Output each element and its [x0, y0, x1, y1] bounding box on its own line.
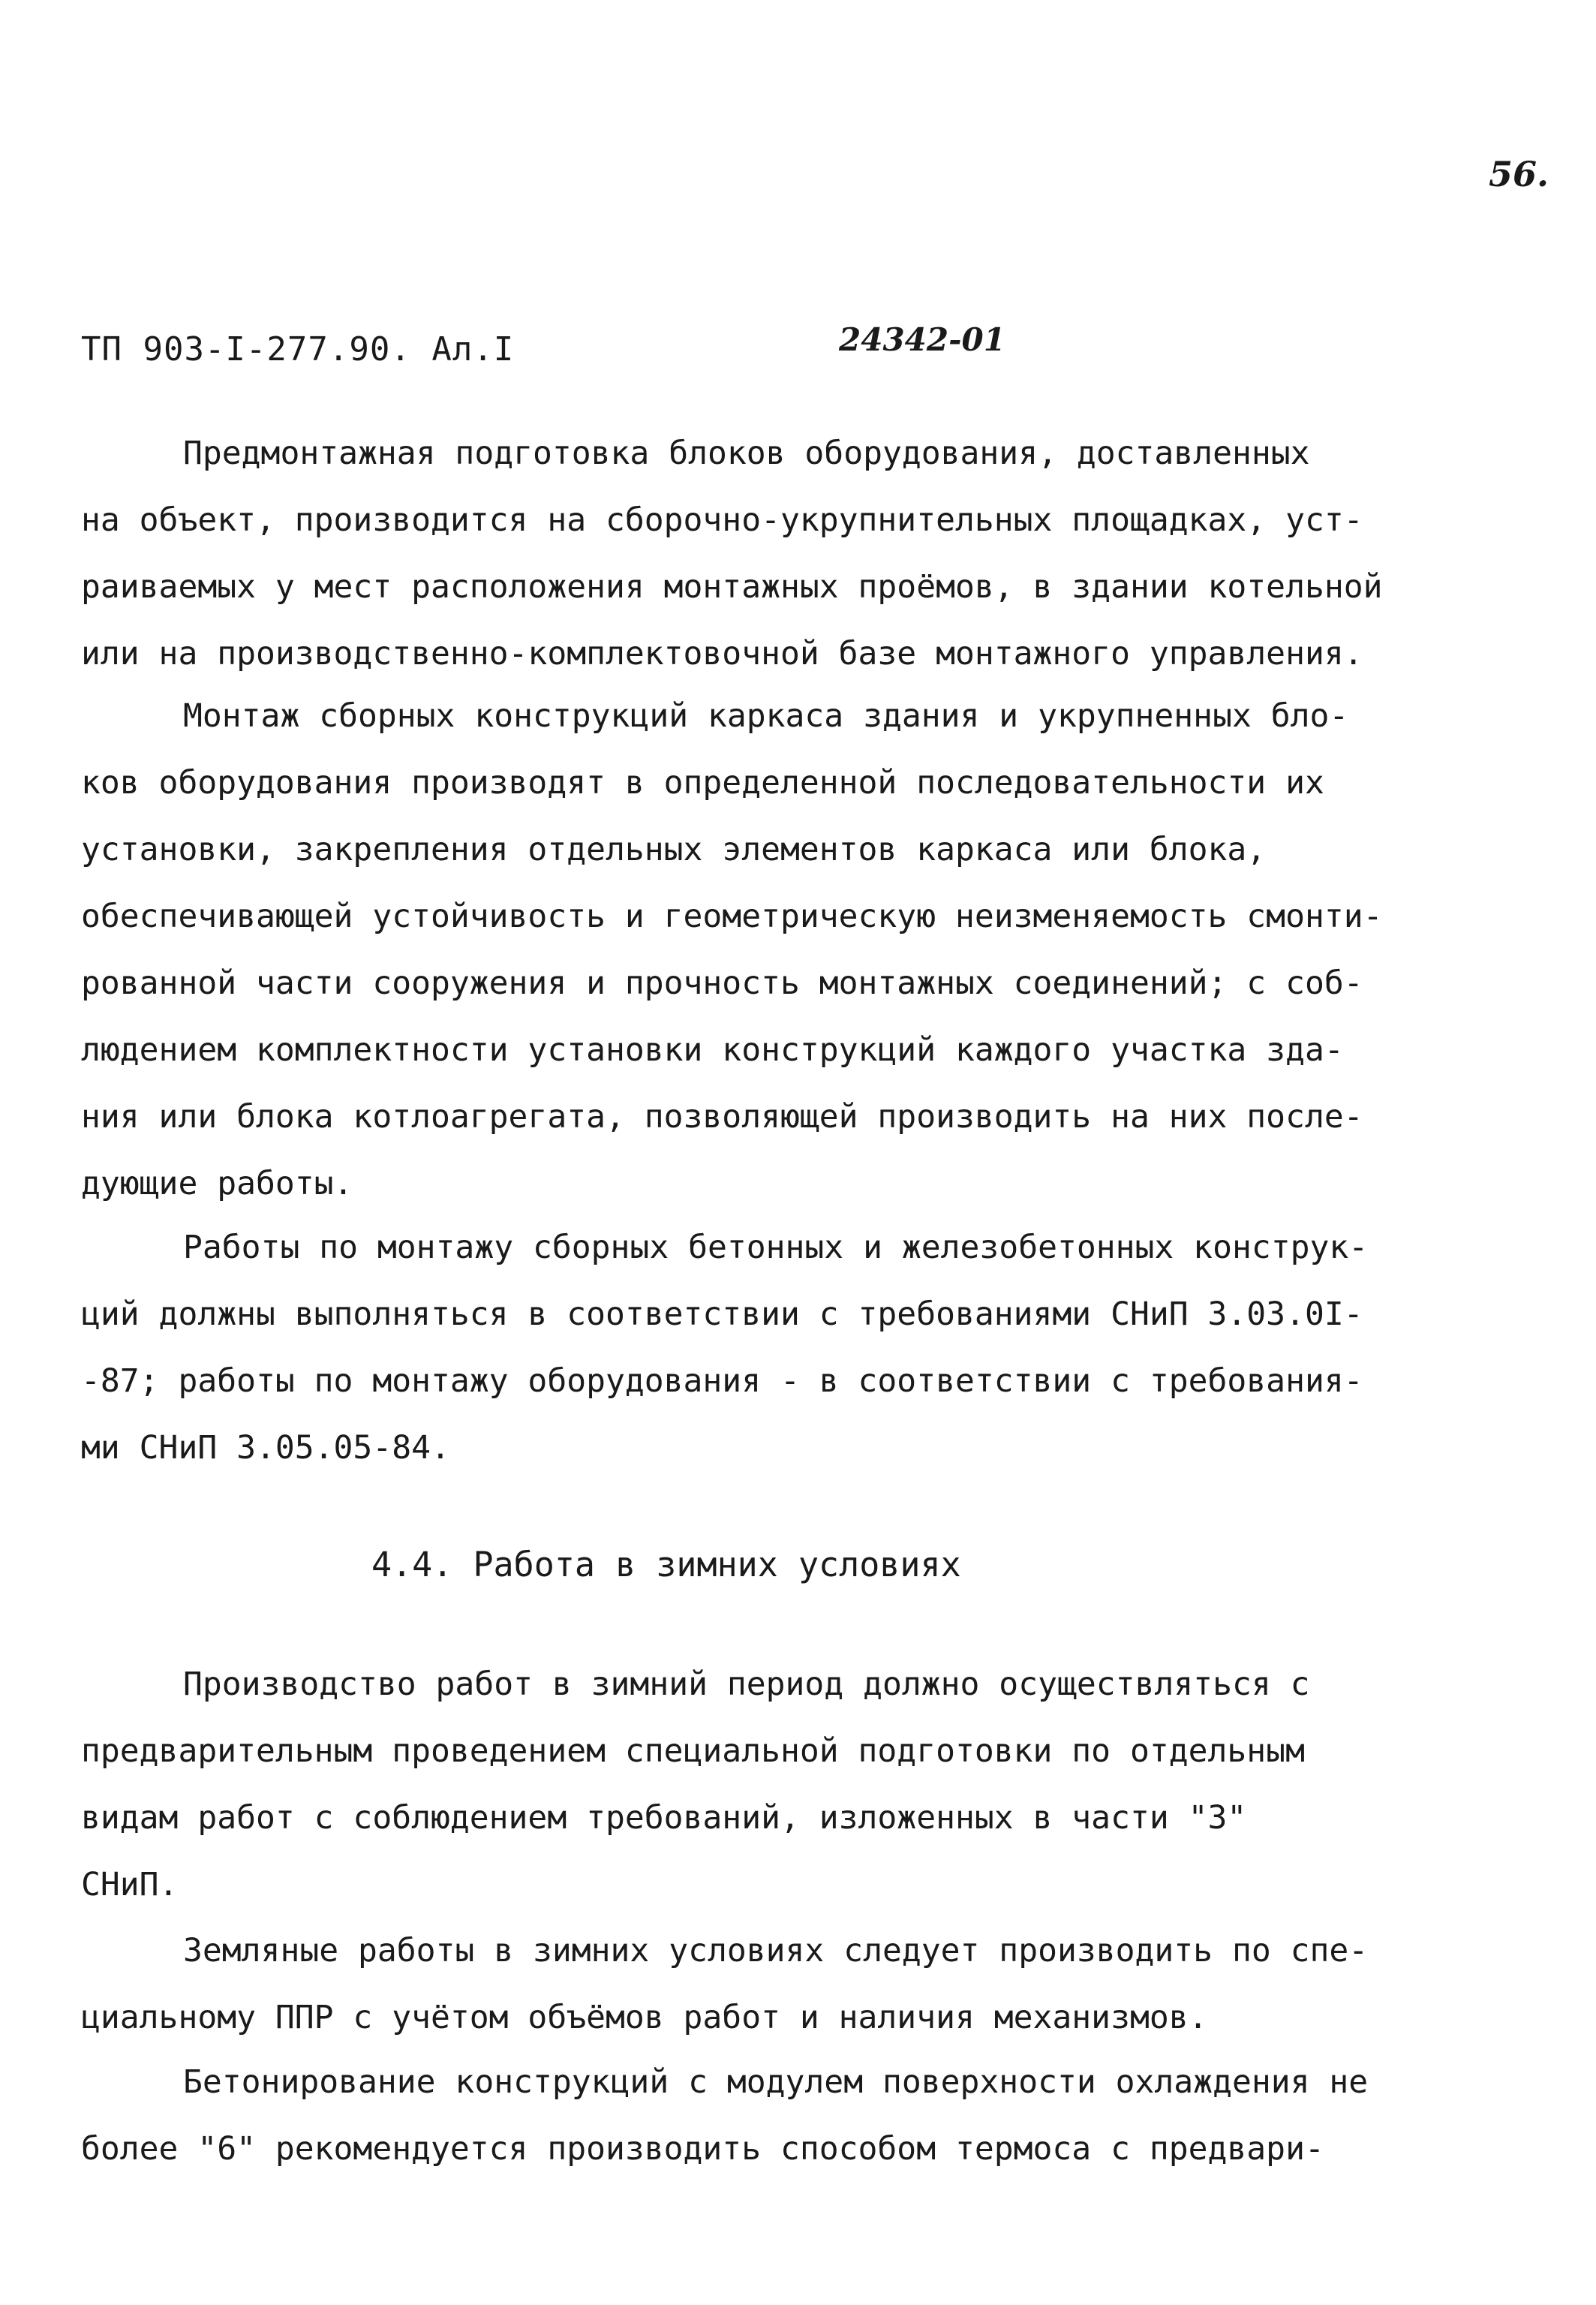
- paragraph-winter-work: [81, 1651, 1499, 1918]
- paragraph-concreting: [81, 2049, 1499, 2183]
- text-line: Земляные работы в зимних условиях следует производить по спе-: [183, 1932, 1369, 1969]
- text-line: ций должны выполняться в соответствии с требованиями СНиП 3.03.0I-: [81, 1295, 1363, 1333]
- text-line: установки, закрепления отдельных элементов каркаса или блока,: [81, 831, 1267, 868]
- text-line: людением комплектности установки конструкций каждого участка зда-: [81, 1031, 1344, 1069]
- text-line: Предмонтажная подготовка блоков оборудования, доставленных: [183, 435, 1310, 472]
- text-line: ков оборудования производят в определенной последовательности их: [81, 764, 1324, 802]
- paragraph-snip-requirements: [81, 1214, 1499, 1482]
- document-code: ТП 903-I-277.90. Ал.I: [81, 330, 515, 369]
- text-line: -87; работы по монтажу оборудования - в соответствии с требования-: [81, 1362, 1363, 1400]
- text-line: ния или блока котлоагрегата, позволяющей производить на них после-: [81, 1098, 1363, 1136]
- section-heading: 4.4. Работа в зимних условиях: [371, 1545, 961, 1584]
- paragraph-assembly-sequence: [81, 683, 1499, 1217]
- text-line: ми СНиП 3.05.05-84.: [81, 1429, 450, 1467]
- text-line: циальному ППР с учётом объёмов работ и наличия механизмов.: [81, 1999, 1208, 2036]
- text-line: более "6" рекомендуется производить способом термоса с предвари-: [81, 2130, 1324, 2168]
- text-line: СНиП.: [81, 1866, 179, 1903]
- paragraph-earthworks: [81, 1918, 1499, 2051]
- text-line: предварительным проведением специальной подготовки по отдельным: [81, 1732, 1305, 1770]
- text-line: видам работ с соблюдением требований, изложенных в части "3": [81, 1799, 1247, 1837]
- text-line: дующие работы.: [81, 1165, 353, 1202]
- text-line: на объект, производится на сборочно-укрупнительных площадках, уст-: [81, 501, 1363, 539]
- text-line: Производство работ в зимний период должно осуществляться с: [183, 1666, 1310, 1703]
- document-number: 24342-01: [839, 321, 1005, 358]
- text-line: раиваемых у мест расположения монтажных проёмов, в здании котельной: [81, 568, 1383, 606]
- text-line: Работы по монтажу сборных бетонных и железобетонных конструк-: [183, 1229, 1369, 1266]
- text-line: рованной части сооружения и прочность монтажных соединений; с соб-: [81, 964, 1363, 1002]
- text-line: или на производственно-комплектовочной базе монтажного управления.: [81, 635, 1363, 673]
- text-line: Бетонирование конструкций с модулем поверхности охлаждения не: [183, 2063, 1369, 2101]
- page-number: 56.: [1489, 154, 1549, 194]
- text-line: обеспечивающей устойчивость и геометрическую неизменяемость смонти-: [81, 898, 1383, 935]
- paragraph-preassembly: [81, 420, 1499, 688]
- text-line: Монтаж сборных конструкций каркаса здания и укрупненных бло-: [183, 697, 1349, 735]
